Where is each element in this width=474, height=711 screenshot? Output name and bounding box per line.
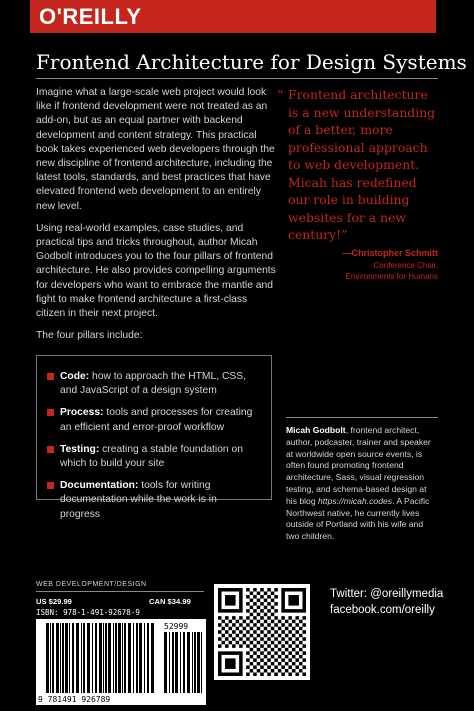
barcode-graphic <box>36 619 206 705</box>
oreilly-logo: O'REILLY <box>39 4 142 29</box>
pillar-text: tools for writing documentation while the work is in progress <box>60 480 217 520</box>
barcode-bars <box>46 623 154 693</box>
book-title: Frontend Architecture for Design Systems <box>36 50 467 74</box>
qr-code[interactable] <box>214 584 310 680</box>
pillar-term: Testing: <box>60 443 100 455</box>
pillar-term: Documentation: <box>60 480 139 492</box>
author-blog-link[interactable]: https://micah.codes <box>318 495 393 506</box>
quote-author: —Christopher Schmitt <box>342 248 438 258</box>
description-paragraph: Imagine what a large-scale web project would look like if frontend development were not treated as an add-on, but as an equal partner with backend development and content strategy. This practical book takes experienced web developers through the new discipline of frontend architecture, including the latest tools, standards, and best practices that have elevated frontend web development to an entirely new level. <box>36 87 275 212</box>
title-divider <box>36 78 438 79</box>
twitter-handle[interactable]: Twitter: @oreillymedia <box>330 588 444 600</box>
facebook-link[interactable]: facebook.com/oreilly <box>330 604 435 616</box>
author-name: Micah Godbolt <box>286 425 346 435</box>
quote-role <box>290 260 438 282</box>
quote-text: Frontend architecture is a new understanding of a better, more professional approach to web development. Micah has redefined our role in building websites for a new century!” <box>288 87 436 242</box>
pillar-term: Code: <box>60 371 90 382</box>
social-links <box>330 586 443 618</box>
endorsement-quote <box>277 86 438 244</box>
quote-role-line: Conference Chair, <box>373 261 438 270</box>
pillar-term: Process: <box>60 407 104 419</box>
price-can: CAN $34.99 <box>149 597 191 606</box>
barcode <box>36 619 206 705</box>
pillar-text: tools and processes for creating an efficient and error-proof workflow <box>60 407 253 433</box>
bio-text: . A Pacific Northwest native, he currently lives outside of Portland with his wife and two children. <box>286 495 430 542</box>
pillars-intro: The four pillars include: <box>36 330 143 342</box>
bullet-icon <box>47 446 54 453</box>
pillar-item-code <box>47 370 259 398</box>
quote-mark: “ <box>277 87 284 102</box>
description <box>36 86 276 351</box>
isbn: ISBN: 978-1-491-92678-9 <box>36 608 140 617</box>
author-bio <box>286 425 438 543</box>
pillars-box <box>36 355 272 520</box>
category-divider <box>36 591 204 592</box>
pillar-item-documentation <box>47 479 259 522</box>
pillar-item-process <box>47 406 259 434</box>
bio-divider <box>286 417 438 418</box>
barcode-addon-number: 52999 <box>164 622 189 631</box>
quote-role-line: Environments for Humans <box>345 272 438 281</box>
bullet-icon <box>47 482 54 489</box>
pillar-item-testing <box>47 443 259 471</box>
qr-code-graphic <box>214 584 310 680</box>
bio-text: , frontend architect, author, podcaster, trainer and speaker at worldwide open source events, is often found promoting frontend architecture, Sass, visual regression testing, and schema-based design at his blog <box>286 425 431 506</box>
barcode-addon-bars <box>164 632 202 693</box>
category-label: WEB DEVELOPMENT/DESIGN <box>36 581 147 588</box>
pillar-text: creating a stable foundation on which to build your site <box>60 443 243 470</box>
price-us: US $29.99 <box>36 597 72 606</box>
barcode-number: 9 781491 926789 <box>38 695 111 704</box>
bullet-icon <box>47 409 54 416</box>
bullet-icon <box>47 373 54 380</box>
publisher-logo-bar <box>30 0 436 33</box>
pillar-text: how to approach the HTML, CSS, and JavaScript of a design system <box>60 371 246 397</box>
description-paragraph: Using real-world examples, case studies, and practical tips and tricks throughout, author Micah Godbolt introduces you to the four pillars of frontend architecture. He also provides compelling arguments for developers who want to embrace the mantle and fight to make frontend architecture a first-class citizen in their next project. <box>36 222 276 320</box>
